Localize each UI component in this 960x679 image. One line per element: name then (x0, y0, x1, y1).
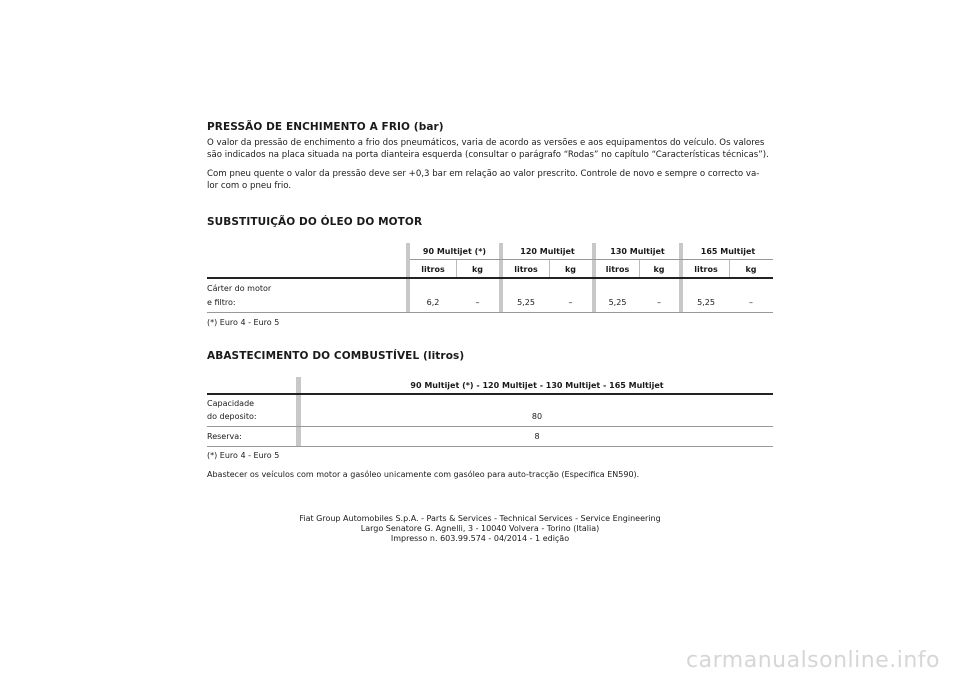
tank-capacity-value: 80 (531, 412, 543, 421)
unit-divider (639, 260, 640, 277)
table-cell-value: – (657, 298, 661, 307)
row-label-engine-sump-2: e filtro: (207, 298, 236, 307)
table-cell-value: 5,25 (608, 298, 627, 307)
table-header-unit: kg (471, 265, 484, 274)
table-cell-value: – (749, 298, 753, 307)
fuel-capacity-table (207, 377, 773, 447)
paragraph-line: lor com o pneu frio. (207, 181, 292, 191)
footer-line: Impresso n. 603.99.574 - 04/2014 - 1 edição (390, 534, 570, 543)
site-watermark: carmanualsonline.info (686, 648, 940, 673)
fuel-title: ABASTECIMENTO DO COMBUSTÍVEL (litros) (207, 350, 465, 362)
row-label-reserve: Reserva: (207, 432, 242, 441)
publisher-footer (0, 514, 960, 544)
tyre-pressure-title: PRESSÃO DE ENCHIMENTO A FRIO (bar) (207, 121, 444, 133)
table-cell-value: – (568, 298, 573, 307)
row-divider (207, 426, 773, 427)
table-header-unit: litros (605, 265, 630, 274)
table-header-unit: litros (514, 265, 538, 274)
fuel-remark: Abastecer os veículos com motor a gasóleo unicamente com gasóleo para auto-tracção (Especifica EN590). (207, 470, 640, 479)
unit-divider (456, 260, 457, 277)
table-header-rule (207, 277, 773, 279)
footer-line: Largo Senatore G. Agnelli, 3 - 10040 Volvera - Torino (Italia) (360, 524, 600, 533)
row-label-tank-capacity-2: do deposito: (207, 412, 257, 421)
fuel-footnote: (*) Euro 4 - Euro 5 (207, 451, 280, 460)
table-header-unit: kg (745, 265, 757, 274)
footer-line: Fiat Group Automobiles S.p.A. - Parts & Services - Technical Services - Service Engineering (299, 514, 661, 523)
oil-footnote: (*) Euro 4 - Euro 5 (207, 318, 280, 327)
table-header-unit: litros (694, 265, 718, 274)
table-header-version: 90 Multijet (*) (422, 247, 487, 256)
paragraph-line: Com pneu quente o valor da pressão deve ser +0,3 bar em relação ao valor prescrito. Controle de novo e sempre o correcto va- (207, 169, 760, 179)
unit-divider (729, 260, 730, 277)
table-cell-value: 5,25 (517, 298, 535, 307)
table-header-unit: litros (421, 265, 445, 274)
unit-divider (549, 260, 550, 277)
table-header-version: 120 Multijet (520, 247, 575, 256)
table-cell-value: 5,25 (697, 298, 715, 307)
paragraph-line: são indicados na placa situada na porta dianteira esquerda (consultar o parágrafo “Rodas” no capítulo “Características técnicas”). (207, 150, 769, 160)
table-header-version: 165 Multijet (700, 247, 756, 256)
table-bottom-rule (207, 312, 773, 313)
oil-capacity-table (207, 243, 773, 313)
oil-change-title: SUBSTITUIÇÃO DO ÓLEO DO MOTOR (207, 216, 423, 228)
table-header-unit: kg (653, 265, 665, 274)
table-header-versions: 90 Multijet (*) - 120 Multijet - 130 Multijet - 165 Multijet (410, 381, 664, 390)
paragraph-line: O valor da pressão de enchimento a frio dos pneumáticos, varia de acordo as versões e aos equipamentos do veículo. Os valores (207, 138, 765, 148)
table-header-unit: kg (564, 265, 577, 274)
row-label-tank-capacity: Capacidade (207, 399, 255, 408)
table-cell-value: – (475, 298, 480, 307)
reserve-value: 8 (534, 432, 540, 441)
table-cell-value: 6,2 (426, 298, 440, 307)
tyre-pressure-paragraph-2 (207, 168, 773, 192)
row-label-engine-sump: Cárter do motor (207, 284, 272, 293)
header-divider (410, 259, 773, 260)
table-bottom-rule (207, 446, 773, 447)
table-header-rule (207, 393, 773, 395)
tyre-pressure-paragraph-1 (207, 137, 773, 161)
table-header-version: 130 Multijet (610, 247, 665, 256)
